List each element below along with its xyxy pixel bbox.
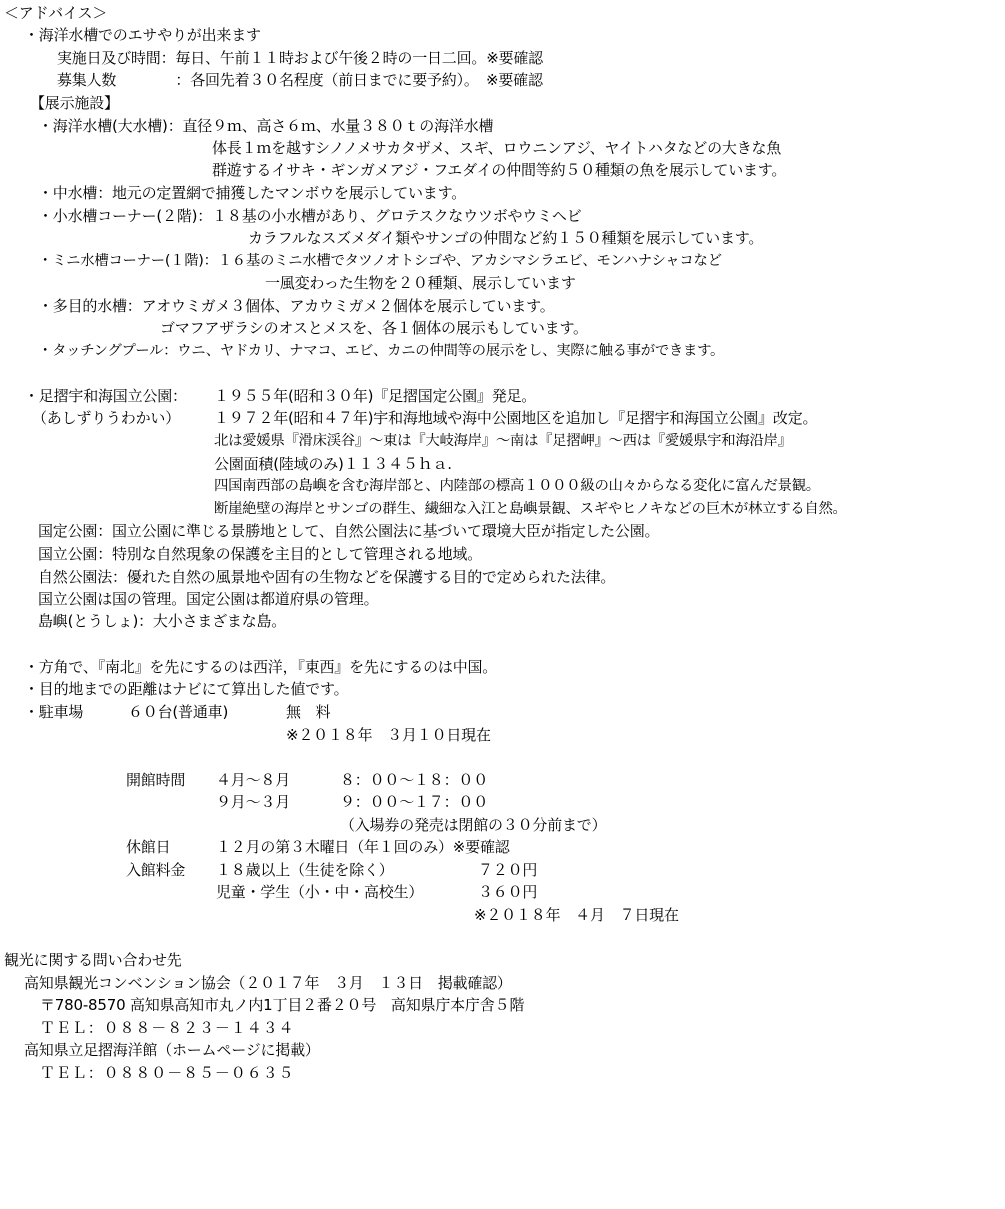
mini-tank-line-2: 一風変わった生物を２０種類、展示しています	[265, 274, 576, 292]
ocean-tank-line-3: 群遊するイサキ・ギンガメアジ・フエダイの仲間等約５０種類の魚を展示しています。	[212, 161, 787, 179]
contact-address: 〒780-8570 高知県高知市丸ノ内1丁目２番２０号 高知県庁本庁舎５階	[40, 996, 525, 1014]
medium-tank: ・中水槽：地元の定置網で捕獲したマンボウを展示しています。	[38, 184, 467, 202]
park-line-2: １９７２年(昭和４７年)宇和海地域や海中公園地区を追加し『足摺宇和海国立公園』改定。	[214, 409, 818, 427]
park-line-1: １９５５年(昭和３０年)『足摺国定公園』発足。	[214, 387, 537, 405]
parking-fee: 無 料	[286, 703, 331, 721]
park-title: ・足摺宇和海国立公園：	[24, 387, 187, 405]
park-note-1: 国定公園：国立公園に準じる景勝地として、自然公園法に基づいて環境大臣が指定した公園。	[38, 522, 660, 540]
park-note-2: 国立公園：特別な自然現象の保護を主目的として管理される地域。	[38, 545, 483, 563]
advice-heading: ＜アドバイス＞	[4, 4, 108, 22]
park-line-6: 断崖絶壁の海岸とサンゴの群生、繊細な入江と島嶼景観、スギやヒノキなどの巨木が林立する自然。	[214, 501, 847, 517]
hours-time-1: ８：００～１８：００	[340, 771, 489, 789]
parking-count: ６０台(普通車)	[128, 703, 229, 721]
hours-time-2: ９：００～１７：００	[340, 793, 489, 811]
hours-months-1: ４月～８月	[216, 771, 291, 789]
contact-tel-2: ＴＥＬ：０８８０－８５－０６３５	[40, 1064, 295, 1082]
park-line-5: 四国南西部の島嶼を含む海岸部と、内陸部の標高１０００級の山々からなる変化に富んだ景観。	[214, 478, 820, 494]
park-note-3: 自然公園法：優れた自然の風景地や固有の生物などを保護する目的で定められた法律。	[38, 568, 616, 586]
hours-label: 開館時間	[126, 771, 186, 789]
exhibits-heading: 【展示施設】	[30, 94, 119, 112]
closed-value: １２月の第３木曜日（年１回のみ）※要確認	[216, 838, 510, 856]
small-tank-line-1: ・小水槽コーナー(２階)：１８基の小水槽があり、グロテスクなウツボやウミヘビ	[38, 207, 582, 225]
parking-date: ※２０１８年 ３月１０日現在	[286, 726, 491, 744]
fee-label: 入館料金	[126, 861, 186, 879]
contact-org-2: 高知県立足摺海洋館（ホームページに掲載）	[24, 1041, 320, 1059]
fee-category-1: １８歳以上（生徒を除く）	[216, 861, 394, 879]
contact-org-1: 高知県観光コンベンション協会（２０１７年 ３月 １３日 掲載確認）	[24, 974, 512, 992]
contact-tel-1: ＴＥＬ：０８８－８２３－１４３４	[40, 1019, 295, 1037]
fee-price-2: ３６０円	[478, 883, 538, 901]
feeding-title: ・海洋水槽でのエサやりが出来ます	[24, 26, 261, 44]
mini-tank-line-1: ・ミニ水槽コーナー(１階)：１６基のミニ水槽でタツノオトシゴや、アカシマシラエビ、モンハナシャコなど	[38, 253, 722, 269]
feeding-capacity: 募集人数 ：各回先着３０名程度（前日までに要予約）。 ※要確認	[57, 71, 543, 89]
hours-note: （入場券の発売は閉館の３０分前まで）	[340, 816, 607, 834]
fee-category-2: 児童・学生（小・中・高校生）	[216, 883, 424, 901]
fee-date: ※２０１８年 ４月 ７日現在	[474, 906, 679, 924]
ocean-tank-line-1: ・海洋水槽(大水槽)：直径９ｍ、高さ６ｍ、水量３８０ｔの海洋水槽	[38, 117, 494, 135]
small-tank-line-2: カラフルなスズメダイ類やサンゴの仲間など約１５０種類を展示しています。	[248, 229, 764, 247]
feeding-schedule: 実施日及び時間：毎日、午前１１時および午後２時の一日二回。※要確認	[57, 49, 543, 67]
parking-label: ・駐車場	[24, 703, 84, 721]
park-note-4: 国立公園は国の管理。国定公園は都道府県の管理。	[38, 590, 379, 608]
direction-note: ・方角で、『南北』を先にするのは西洋，『東西』を先にするのは中国。	[24, 658, 498, 676]
park-note-5: 島嶼(とうしょ)：大小さまざまな島。	[38, 612, 287, 630]
multi-tank-line-2: ゴマフアザラシのオスとメスを、各１個体の展示もしています。	[160, 319, 588, 337]
distance-note: ・目的地までの距離はナビにて算出した値です。	[24, 680, 349, 698]
contact-heading: 観光に関する問い合わせ先	[4, 951, 182, 969]
fee-price-1: ７２０円	[478, 861, 538, 879]
ocean-tank-line-2: 体長１ｍを越すシノノメサカタザメ、スギ、ロウニンアジ、ヤイトハタなどの大きな魚	[212, 139, 782, 157]
hours-months-2: ９月～３月	[216, 793, 291, 811]
closed-label: 休館日	[126, 838, 171, 856]
park-line-3: 北は愛媛県『滑床渓谷』～東は『大岐海岸』～南は『足摺岬』～西は『愛媛県宇和海沿岸』	[214, 433, 792, 449]
touching-pool: ・タッチングプール：ウニ、ヤドカリ、ナマコ、エビ、カニの仲間等の展示をし、実際に触る事ができます。	[38, 343, 725, 359]
multi-tank-line-1: ・多目的水槽：アオウミガメ３個体、アカウミガメ２個体を展示しています。	[38, 297, 555, 315]
park-line-4: 公園面積(陸域のみ)１１３４５ｈａ.	[214, 455, 452, 473]
park-reading: （あしずりうわかい）	[32, 409, 181, 427]
